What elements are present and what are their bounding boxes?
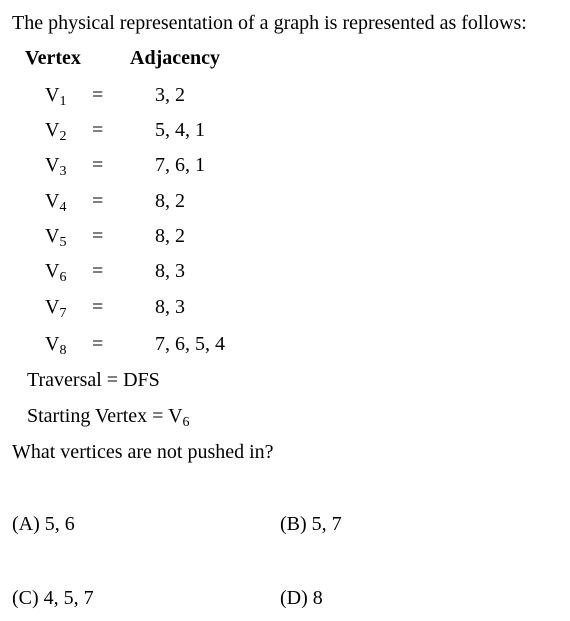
option-c[interactable]: (C) 4, 5, 7 (12, 587, 94, 609)
equals-sign: = (92, 260, 104, 282)
adjacency-list: 3, 2 (155, 84, 185, 106)
adjacency-row-v4 (0, 191, 570, 215)
equals-sign: = (92, 190, 104, 212)
adjacency-row-v3 (0, 155, 570, 179)
vertex-label: $V_6$ (45, 260, 67, 285)
adjacency-list: 7, 6, 1 (155, 154, 205, 176)
adjacency-row-v5 (0, 226, 570, 250)
equals-sign: = (92, 225, 104, 247)
equals-sign: = (92, 119, 104, 141)
adjacency-list: 8, 3 (155, 260, 185, 282)
option-d[interactable]: (D) 8 (280, 587, 323, 609)
option-b[interactable]: (B) 5, 7 (280, 513, 342, 535)
adjacency-row-v1 (0, 85, 570, 109)
starting-vertex-line: Starting Vertex = $V_6$ (27, 405, 190, 430)
adjacency-row-v6 (0, 261, 570, 285)
vertex-label: $V_1$ (45, 84, 67, 109)
equals-sign: = (92, 296, 104, 318)
adjacency-row-v2 (0, 120, 570, 144)
adjacency-list: 5, 4, 1 (155, 119, 205, 141)
vertex-label: $V_8$ (45, 333, 67, 358)
vertex-label: $V_4$ (45, 190, 67, 215)
equals-sign: = (92, 84, 104, 106)
question-prompt: What vertices are not pushed in? (12, 441, 274, 463)
adjacency-row-v7 (0, 297, 570, 321)
adjacency-list: 7, 6, 5, 4 (155, 333, 225, 355)
adjacency-list: 8, 2 (155, 225, 185, 247)
option-a[interactable]: (A) 5, 6 (12, 513, 75, 535)
question-intro: The physical representation of a graph is represented as follows: (12, 12, 527, 34)
vertex-label: $V_2$ (45, 119, 67, 144)
vertex-label: $V_3$ (45, 154, 67, 179)
vertex-label: $V_7$ (45, 296, 67, 321)
equals-sign: = (92, 333, 104, 355)
vertex-label: $V_5$ (45, 225, 67, 250)
adjacency-list: 8, 2 (155, 190, 185, 212)
traversal-line: Traversal = DFS (27, 369, 160, 391)
header-vertex: Vertex (25, 47, 81, 69)
equals-sign: = (92, 154, 104, 176)
adjacency-row-v8 (0, 334, 570, 358)
adjacency-list: 8, 3 (155, 296, 185, 318)
header-adjacency: Adjacency (130, 47, 220, 69)
